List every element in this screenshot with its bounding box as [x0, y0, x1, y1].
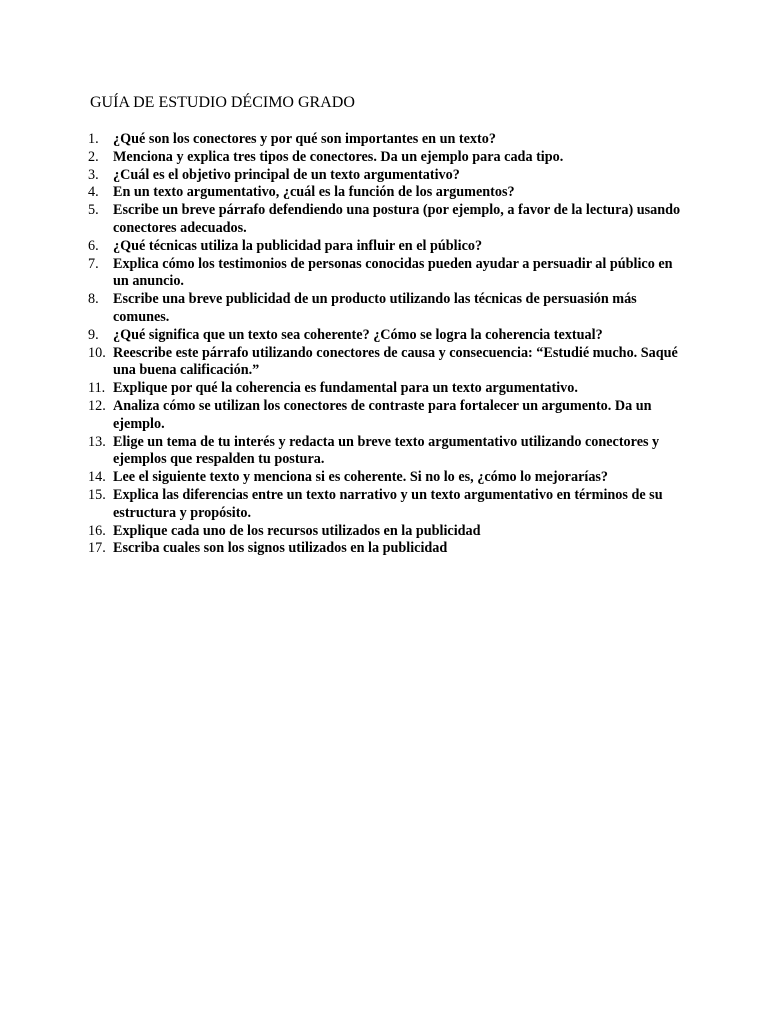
question-item [88, 398, 688, 434]
question-number: 6. [88, 237, 99, 254]
question-item [88, 256, 688, 292]
question-number: 7. [88, 255, 99, 272]
question-number: 13. [88, 433, 106, 450]
question-number: 16. [88, 522, 106, 539]
question-number: 4. [88, 184, 99, 201]
question-number: 11. [88, 380, 106, 397]
question-list [88, 131, 688, 558]
question-number: 8. [88, 291, 99, 308]
question-text: Explica las diferencias entre un texto narrativo y un texto argumentativo en términos de su estructura y propósito. [113, 486, 663, 521]
question-text: Menciona y explica tres tipos de conectores. Da un ejemplo para cada tipo. [113, 148, 564, 165]
question-item [88, 167, 688, 185]
question-item [88, 487, 688, 523]
question-number: 15. [88, 486, 106, 503]
question-text: ¿Qué técnicas utiliza la publicidad para influir en el público? [113, 237, 483, 254]
question-text: Escriba cuales son los signos utilizados en la publicidad [113, 540, 448, 557]
question-text: ¿Qué son los conectores y por qué son importantes en un texto? [113, 131, 496, 147]
question-text: Analiza cómo se utilizan los conectores de contraste para fortalecer un argumento. Da un ejemplo. [113, 397, 652, 432]
question-number: 5. [88, 202, 99, 219]
question-item [88, 434, 688, 470]
question-text: En un texto argumentativo, ¿cuál es la función de los argumentos? [113, 184, 515, 201]
question-item [88, 131, 688, 149]
question-number: 17. [88, 540, 106, 557]
question-number: 12. [88, 397, 106, 414]
question-item [88, 327, 688, 345]
question-text: Explique cada uno de los recursos utilizados en la publicidad [113, 522, 481, 539]
question-number: 2. [88, 148, 99, 165]
question-text: Reescribe este párrafo utilizando conectores de causa y consecuencia: “Estudié mucho. Saqué una buena calificación.” [113, 344, 678, 379]
question-text: Elige un tema de tu interés y redacta un breve texto argumentativo utilizando conectores y ejemplos que respalden tu postura. [113, 433, 660, 468]
question-item [88, 149, 688, 167]
question-number: 10. [88, 344, 106, 361]
question-text: ¿Cuál es el objetivo principal de un texto argumentativo? [113, 166, 460, 183]
question-text: Explique por qué la coherencia es fundamental para un texto argumentativo. [113, 380, 578, 397]
question-item [88, 540, 688, 558]
question-text: Escribe un breve párrafo defendiendo una postura (por ejemplo, a favor de la lectura) usando conectores adecuados. [113, 202, 681, 236]
question-text: Explica cómo los testimonios de personas conocidas pueden ayudar a persuadir al público en un anuncio. [113, 255, 673, 290]
question-number: 1. [88, 131, 99, 147]
question-item [88, 202, 688, 238]
question-text: ¿Qué significa que un texto sea coherente? ¿Cómo se logra la coherencia textual? [113, 326, 603, 343]
document-title: GUÍA DE ESTUDIO DÉCIMO GRADO [90, 94, 355, 111]
question-text: Lee el siguiente texto y menciona si es coherente. Si no lo es, ¿cómo lo mejorarías? [113, 469, 609, 486]
question-item [88, 184, 688, 202]
question-text: Escribe una breve publicidad de un producto utilizando las técnicas de persuasión más comunes. [113, 291, 637, 325]
question-item [88, 238, 688, 256]
question-number: 3. [88, 166, 99, 183]
question-item [88, 523, 688, 541]
question-item [88, 291, 688, 327]
question-item [88, 380, 688, 398]
question-number: 9. [88, 326, 99, 343]
question-item [88, 469, 688, 487]
question-number: 14. [88, 469, 106, 486]
question-item [88, 345, 688, 381]
